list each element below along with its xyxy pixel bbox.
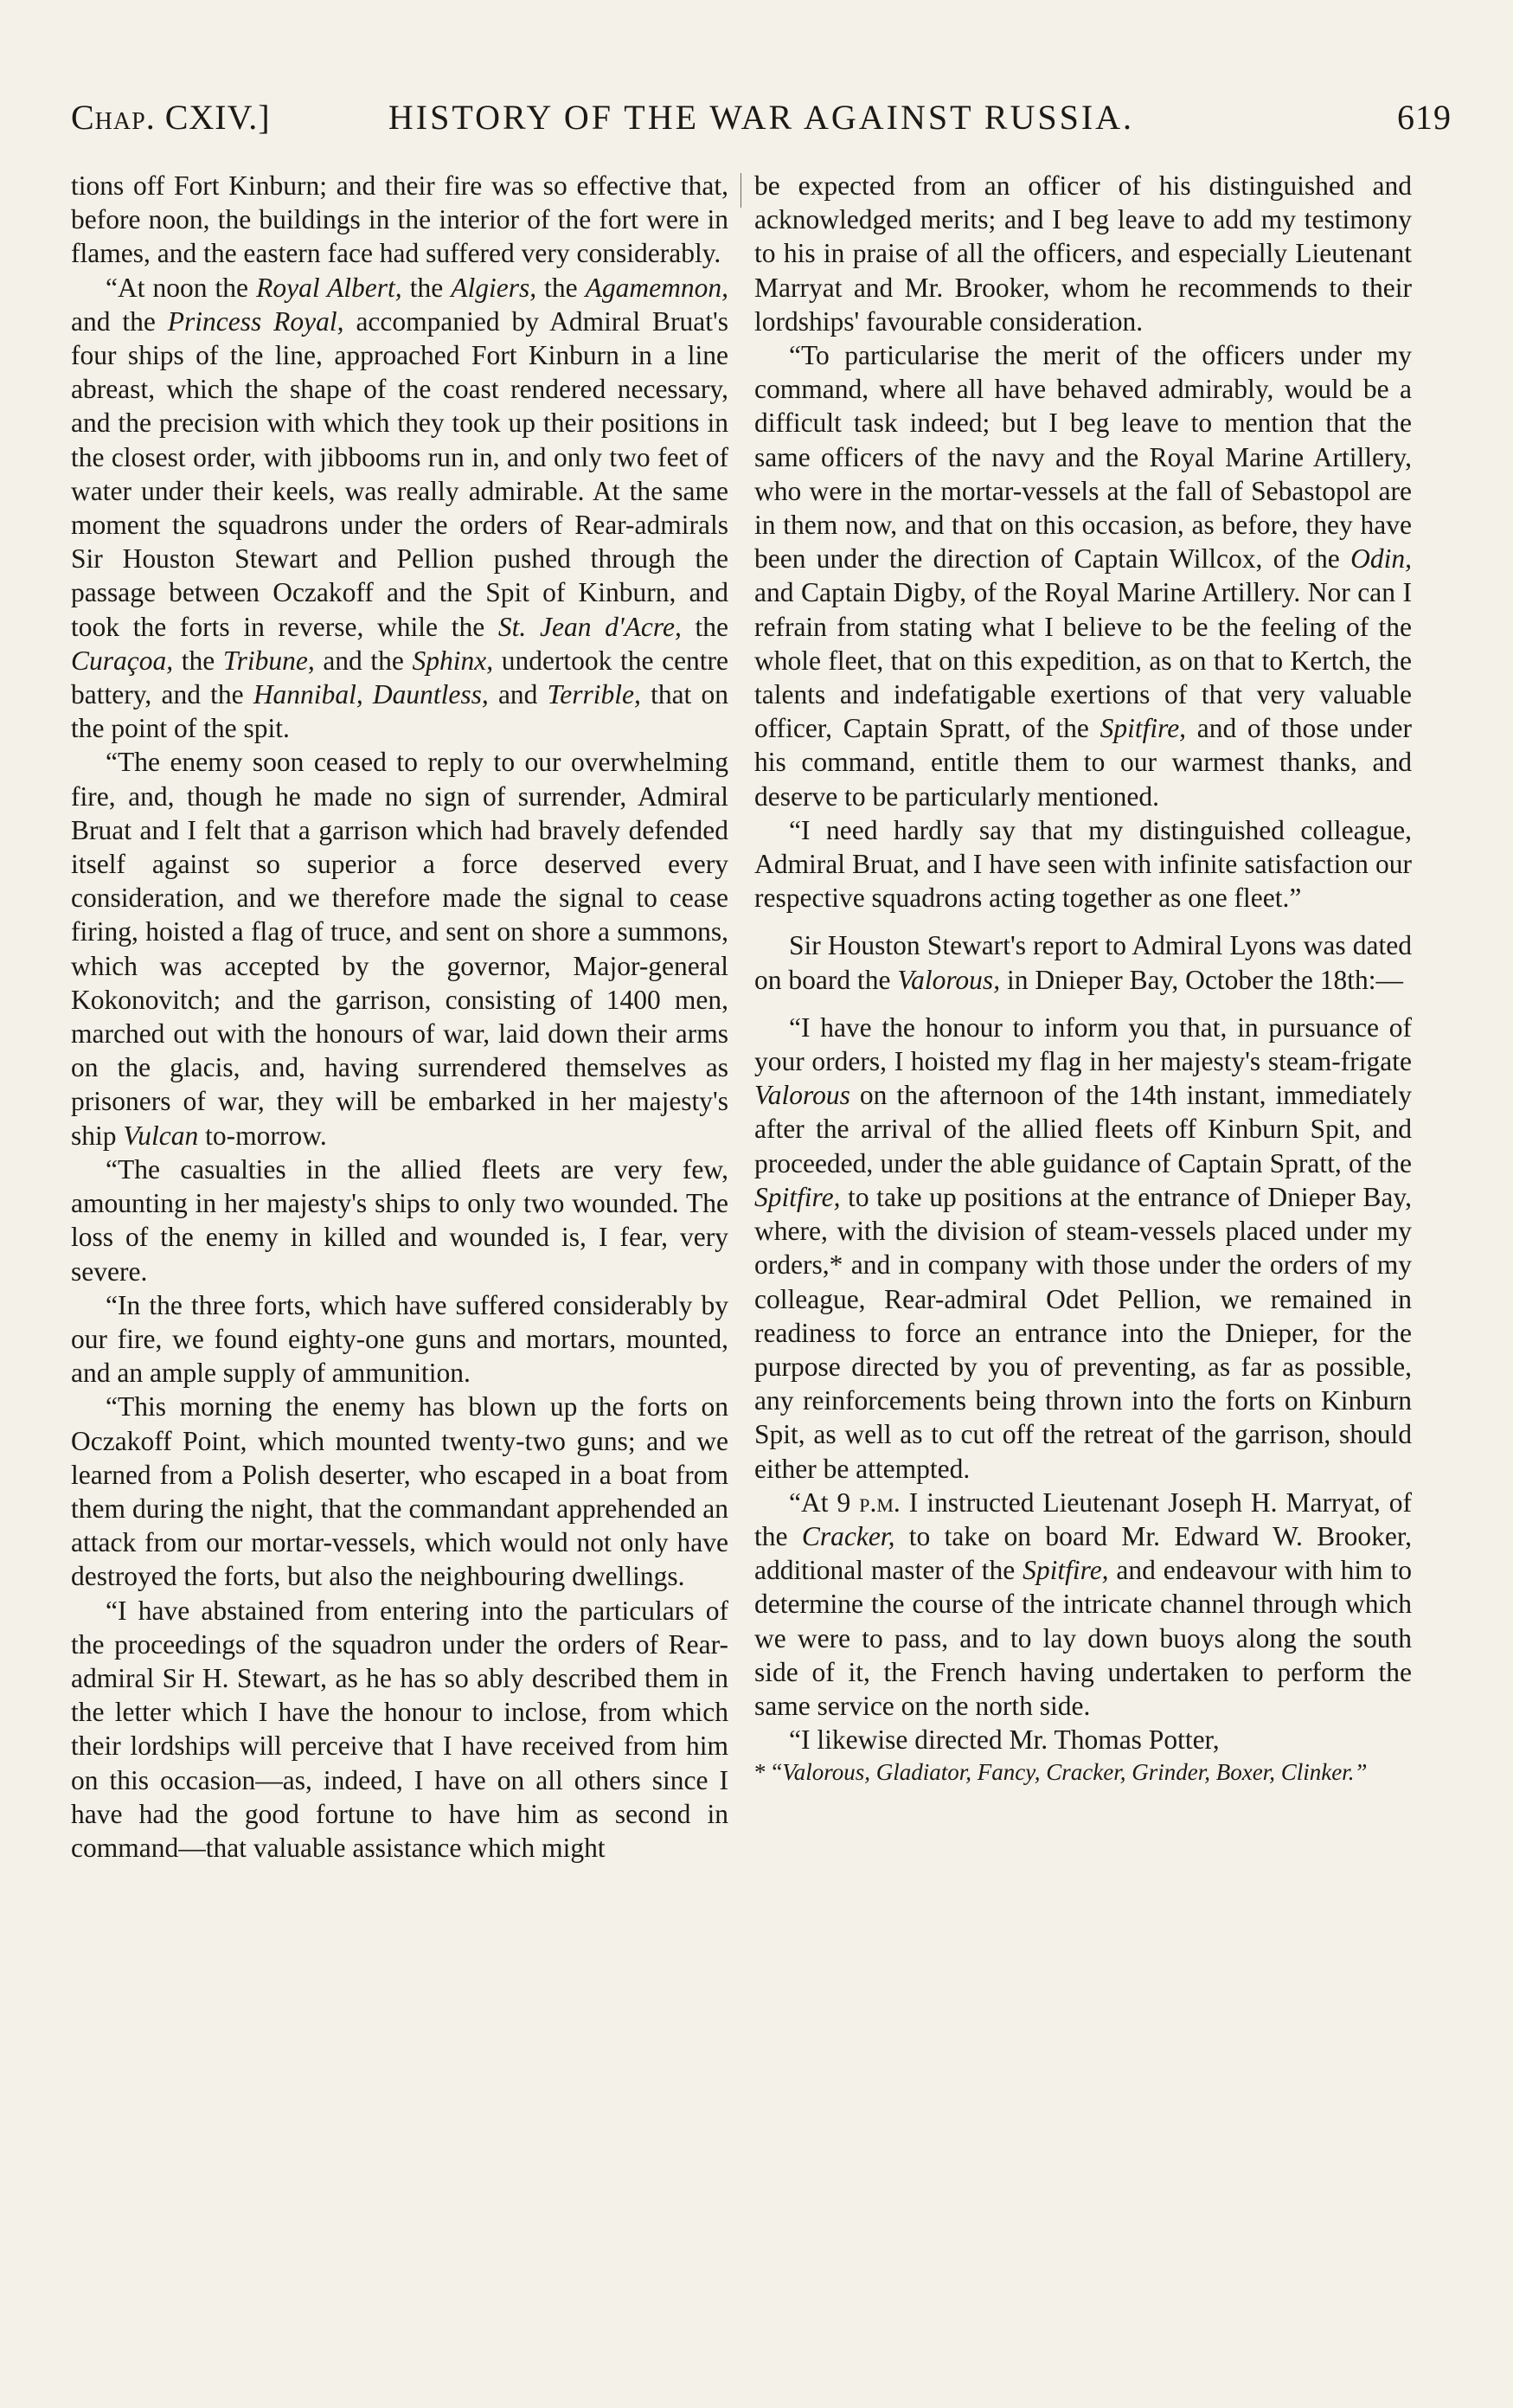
paragraph: Sir Houston Stewart's report to Admiral Lyons was dated on board the Valorous, in Dnieper Bay, October the 18th:— — [754, 930, 1412, 995]
page-number: 619 — [1397, 98, 1452, 137]
left-column — [71, 169, 728, 1865]
paragraph: “At 9 p.m. I instructed Lieutenant Joseph H. Marryat, of the Cracker, to take on board Mr. Edward W. Brooker, additional master of the Spitfire, and endeavour with him to determine the course of the intricate channel through which we were to pass, and to lay down buoys along the south side of it, the French having undertaken to perform the same service on the north side. — [754, 1487, 1413, 1721]
paragraph: “At noon the Royal Albert, the Algiers, the Agamemnon, and the Princess Royal, accompanied by Admiral Bruat's four ships of the line, approached Fort Kinburn in a line abreast, which the shape of the coast rendered necessary, and the precision with which they took up their positions in the closest order, with jibbooms run in, and only two feet of water under their keels, was really admirable. At the same moment the squadrons under the orders of Rear-admirals Sir Houston Stewart and Pellion pushed through the passage between Oczakoff and the Spit of Kinburn, and took the forts in reverse, while the St. Jean d'Acre, the Curaçoa, the Tribune, and the Sphinx, undertook the centre battery, and the Hannibal, Dauntless, and Terrible, that on the point of the spit. — [71, 272, 729, 744]
chapter-label: Chap. CXIV.] — [71, 98, 271, 137]
right-column — [754, 169, 1412, 1788]
page-title: HISTORY OF THE WAR AGAINST RUSSIA. — [388, 98, 1135, 137]
running-header — [71, 97, 1452, 149]
paragraph: “In the three forts, which have suffered considerably by our fire, we found eighty-one guns and mortars, mounted, and an ample supply of ammunition. — [71, 1289, 728, 1389]
paragraph: be expected from an officer of his distinguished and acknowledged merits; and I beg leave to add my testimony to his in praise of all the officers, and especially Lieutenant Marryat and Mr. Brooker, whom he recommends to their lordships' favourable consideration. — [754, 170, 1412, 337]
paragraph: “I need hardly say that my distinguished colleague, Admiral Bruat, and I have seen with infinite satisfaction our respective squadrons acting together as one fleet.” — [754, 814, 1412, 914]
paragraph: “I have abstained from entering into the particulars of the proceedings of the squadron under the orders of Rear-admiral Sir H. Stewart, as he has so ably described them in the letter which I have the honour to inclose, from which their lordships will perceive that I have received from him on this occasion—as, indeed, I have on all others since I have had the good fortune to have him as second in command—that valuable assistance which might — [71, 1595, 728, 1863]
paragraph: “To particularise the merit of the officers under my command, where all have behaved admirably, would be a difficult task indeed; but I beg leave to mention that the same officers of the navy and the Royal Marine Artillery, who were in the mortar-vessels at the fall of Sebastopol are in them now, and that on this occasion, as before, they have been under the direction of Captain Willcox, of the Odin, and Captain Digby, of the Royal Marine Artillery. Nor can I refrain from stating what I believe to be the feeling of the whole fleet, that on this expedition, as on that to Kertch, the talents and indefatigable exertions of that very valuable officer, Captain Spratt, of the Spitfire, and of those under his command, entitle them to our warmest thanks, and deserve to be particularly mentioned. — [754, 340, 1413, 812]
paragraph: tions off Fort Kinburn; and their fire was so effective that, before noon, the buildings in the interior of the fort were in flames, and the eastern face had suffered very considerably. — [71, 170, 728, 269]
paragraph: “I have the honour to inform you that, in pursuance of your orders, I hoisted my flag in her majesty's steam-frigate Valorous on the afternoon of the 14th instant, immediately after the arrival of the allied fleets off Kinburn Spit, and proceeded, under the able guidance of Captain Spratt, of the Spitfire, to take up positions at the entrance of Dnieper Bay, where, with the division of steam-vessels placed under my orders,* and in company with those under the orders of my colleague, Rear-admiral Odet Pellion, we remained in readiness to force an entrance into the Dnieper, for the purpose directed by you of preventing, as far as possible, any reinforcements being thrown into the forts on Kinburn Spit, as well as to cut off the retreat of the garrison, should either be attempted. — [754, 1011, 1412, 1484]
paragraph: “I likewise directed Mr. Thomas Potter, — [789, 1724, 1220, 1756]
paragraph: “The enemy soon ceased to reply to our overwhelming fire, and, though he made no sign of surrender, Admiral Bruat and I felt that a garrison which had bravely defended itself against so superior a force deserved every consideration, and we therefore made the signal to cease firing, hoisted a flag of truce, and sent on shore a summons, which was accepted by the governor, Major-general Kokonovitch; and the garrison, consisting of 1400 men, marched out with the honours of war, laid down their arms on the glacis, and, having surrendered themselves as prisoners of war, they will be embarked in her majesty's ship Vulcan to-morrow. — [71, 747, 728, 1151]
column-divider — [740, 173, 741, 208]
paragraph: “This morning the enemy has blown up the forts on Oczakoff Point, which mounted twenty-two guns; and we learned from a Polish deserter, who escaped in a boat from them during the night, that the commandant apprehended an attack from our mortar-vessels, which would not only have destroyed the forts, but also the neighbouring dwellings. — [71, 1391, 728, 1592]
footnote: * “Valorous, Gladiator, Fancy, Cracker, Grinder, Boxer, Clinker.” — [754, 1759, 1368, 1786]
paragraph: “The casualties in the allied fleets are very few, amounting in her majesty's ships to only two wounded. The loss of the enemy in killed and wounded is, I fear, very severe. — [71, 1153, 728, 1287]
